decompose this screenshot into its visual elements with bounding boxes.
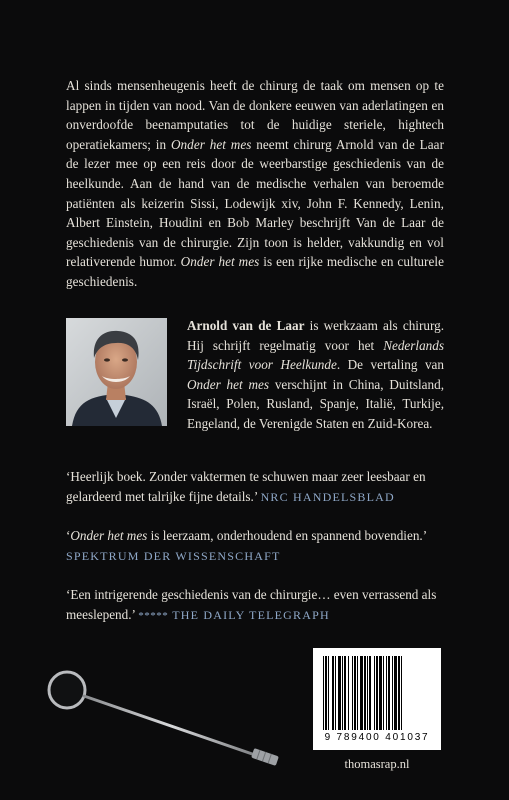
barcode-bar	[388, 656, 390, 730]
barcode-bar	[369, 656, 371, 730]
blurb-book-title-2: Onder het mes	[180, 254, 260, 270]
barcode	[313, 648, 441, 750]
blurb-book-title-1: Onder het mes	[170, 136, 252, 152]
barcode-bar	[360, 656, 363, 730]
quote-source: NRC HANDELSBLAD	[260, 489, 395, 504]
author-bio-book-title: Onder het mes	[187, 376, 269, 392]
isbn-number: 9 789400 401037	[324, 732, 430, 743]
barcode-bar	[325, 656, 327, 730]
quote-book-title: Onder het mes	[70, 528, 148, 544]
barcode-bar	[398, 656, 400, 730]
rating-stars: *****	[138, 609, 169, 622]
author-bio-text-3: verschijnt in China, Duitsland, Israël, Polen, Rusland, Spanje, Italië, Turkije, Engeland, de Verenigde Staten en Zuid-Korea.	[187, 376, 444, 431]
barcode-bar	[394, 656, 397, 730]
quote-open-mark: ‘	[66, 528, 71, 544]
review-quote-spektrum	[66, 526, 444, 566]
journal-title: Nederlands Tijdschrift voor Heelkunde	[187, 337, 444, 373]
barcode-bar	[367, 656, 368, 730]
quote-text: ‘Heerlijk boek. Zonder vaktermen te schuwen maar zeer leesbaar en gelardeerd met talrijke fijne details.’	[66, 469, 426, 504]
barcode-bar	[348, 656, 349, 730]
barcode-bar	[332, 656, 334, 730]
publisher-website: thomasrap.nl	[344, 757, 410, 771]
barcode-bar	[328, 656, 329, 730]
barcode-bar	[335, 656, 336, 730]
author-bio-text-1: is werkzaam als chirurg. Hij schrijft regelmatig voor het	[187, 318, 445, 353]
barcode-bar	[379, 656, 382, 730]
quote-text: is leerzaam, onderhoudend en spannend bovendien.’	[147, 528, 427, 544]
barcode-bar	[386, 656, 387, 730]
barcode-bar	[401, 656, 402, 730]
dental-mirror-icon	[40, 660, 290, 770]
author-photo	[66, 318, 167, 426]
quote-text: ‘Een intrigerende geschiedenis van de chirurgie… even verrassend als meeslepend.’	[66, 587, 437, 622]
quote-source: SPEKTRUM DER WISSENSCHAFT	[66, 548, 281, 563]
barcode-bar	[354, 656, 356, 730]
author-bio-text-2: . De vertaling van	[336, 357, 444, 373]
barcode-bar	[364, 656, 366, 730]
barcode-bar	[383, 656, 384, 730]
book-blurb	[66, 76, 444, 292]
review-quotes	[66, 467, 444, 646]
barcode-bar	[344, 656, 346, 730]
barcode-bars	[313, 648, 441, 732]
author-portrait-image	[66, 318, 167, 426]
review-quote-nrc	[66, 467, 444, 507]
author-name: Arnold van de Laar	[187, 318, 305, 333]
barcode-bar	[357, 656, 358, 730]
barcode-bar	[352, 656, 353, 730]
blurb-text-1: Al sinds mensenheugenis heeft de chirurg de taak om mensen op te lappen in tijden van nood. Van de donkere eeuwen van aderlatingen en onverdoofde beenamputaties tot de huidige steriele, hightech operatiekamers; in	[66, 78, 444, 152]
barcode-bar	[323, 656, 324, 730]
barcode-bar	[392, 656, 393, 730]
barcode-bar	[338, 656, 341, 730]
author-bio	[187, 316, 444, 434]
barcode-bar	[374, 656, 375, 730]
barcode-bar	[376, 656, 378, 730]
blurb-text-3: is een rijke medische en culturele geschiedenis.	[66, 254, 445, 289]
quote-source: THE DAILY TELEGRAPH	[168, 607, 330, 622]
barcode-bar	[342, 656, 343, 730]
author-section	[66, 318, 444, 430]
review-quote-telegraph	[66, 585, 444, 626]
blurb-text-2: neemt chirurg Arnold van de Laar de lezer mee op een reis door de weerbarstige geschiedenis van de heelkunde. Aan de hand van de medische verhalen van beroemde patiënten als keizerin Sissi, Lodewijk xiv, John F. Kennedy, Lenin, Albert Einstein, Houdini en Bob Marley beschrijft Van de Laar de geschiedenis van de chirurgie. Zijn toon is helder, vakkundig en vol relativerende humor.	[66, 136, 445, 270]
